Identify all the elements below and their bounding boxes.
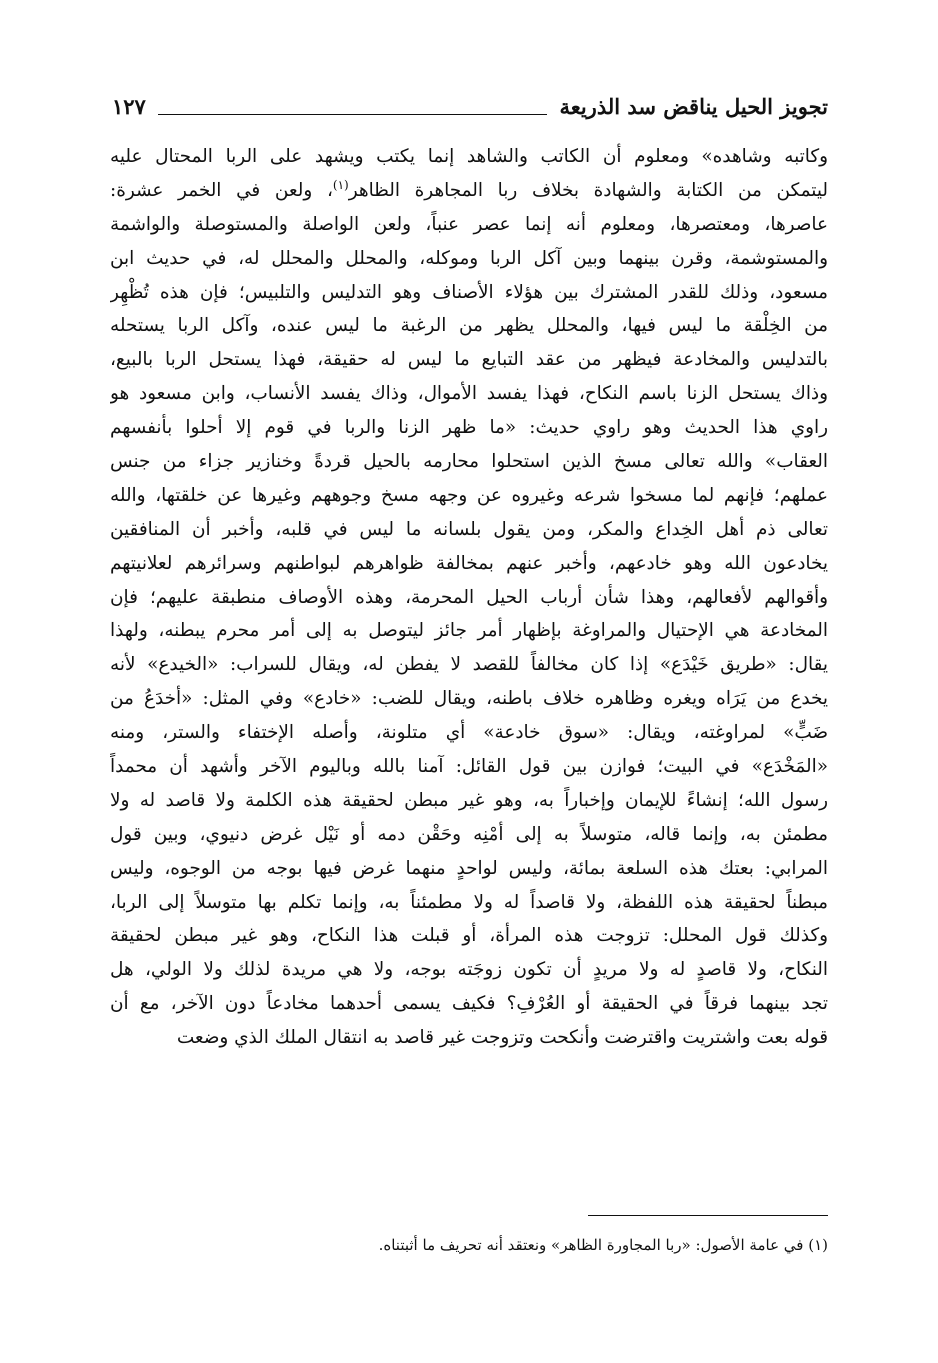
body-line: مسعود، وذلك للقدر المشترك بين هؤلاء الأصناف وهو التدليس والتلبيس؛ فإن هذه تُظْهِر: [110, 281, 828, 303]
body-line: عاصرها، ومعتصرها، ومعلوم أنه إنما عصر عنباً، ولعن الواصلة والمستوصلة والواشمة: [110, 213, 828, 235]
body-line: العقاب» والله تعالى مسخ الذين استحلوا محارمه بالحيل قردةً وخنازير جزاء من جنس: [110, 451, 828, 473]
body-line: قوله بعت واشتريت واقترضت وأنكحت وتزوجت غير قاصد به انتقال الملك الذي وضعت: [176, 1027, 828, 1049]
body-text: [110, 140, 828, 1055]
body-line: يخدع من يَرَاه ويغره وظاهره خلاف باطنه، ويقال للضب: «خادع» وفي المثل: «أخدَعُ من: [110, 688, 828, 710]
body-line: يقال: «طريق خَيْدَع» إذا كان مخالفاً للقصد لا يفطن له، ويقال للسراب: «الخيدع» لأنه: [110, 654, 828, 676]
body-line: بالتدليس والمخادعة فيظهر من عقد التبايع ما ليس له حقيقة، فهذا يستحل الربا بالبيع،: [110, 349, 828, 371]
page-header: [112, 86, 828, 126]
body-line: المرابي: بعتك هذه السلعة بمائة، وليس لواحدٍ منهما غرض فيها بوجه من الوجوه، وليس: [110, 857, 828, 879]
body-line: وكذلك قول المحلل: تزوجت هذه المرأة، أو قبلت هذا النكاح، وهو غير مبطن لحقيقة: [110, 925, 828, 947]
body-line: عملهم؛ فإنهم لما مسخوا شرعه وغيروه عن وجهه مسخ وجوههم وغيرها عن خلقتها، والله: [110, 484, 828, 506]
body-line-text: ، ولعن في الخمر عشرة:: [110, 179, 333, 201]
header-rule: [158, 114, 548, 115]
body-line: مطمئن به، وإنما قاله، متوسلاً به إلى أمْنِه وحَقْن دمه أو نَيْل غرض دنيوي، وبين قول: [110, 823, 828, 845]
body-line: مبطناً لحقيقة هذه اللفظة، ولا قاصداً له ولا مطمئناً به، وإنما تكلم بها متوسلاً إلى الربا،: [110, 891, 828, 913]
body-line: المخادعة هي الإحتيال والمراوغة بإظهار أمر جائز ليتوصل به إلى أمر محرم يبطنه، ولهذا: [110, 620, 828, 642]
body-line: وذاك يستحل الزنا باسم النكاح، فهذا يفسد الأموال، وذاك يفسد الأنساب، وابن مسعود هو: [110, 383, 828, 405]
body-line: راوي هذا الحديث وهو راوي حديث: «ما ظهر الزنا والربا في قوم إلا أحلوا بأنفسهم: [110, 417, 828, 439]
footnote-separator: [588, 1215, 828, 1216]
body-line: من الخِلْقة ما ليس فيها، والمحلل يظهر من الرغبة ما ليس عنده، وآكل الربا يستحله: [110, 315, 828, 337]
body-line: ضَبٍّ» لمراوغته، ويقال: «سوق خادعة» أي متلونة، وأصله الإختفاء والستر، ومنه: [110, 722, 828, 744]
body-line: وأقوالهم لأفعالهم، وهذا شأن أرباب الحيل المحرمة، وهذه الأوصاف منطبقة عليهم؛ فإن: [110, 586, 828, 608]
body-line: رسول الله؛ إنشاءً للإيمان وإخباراً به، وهو غير مبطن لحقيقة هذه الكلمة ولا قاصد له ولا: [110, 789, 828, 811]
body-line: النكاح، ولا قاصدٍ له ولا مريدٍ أن تكون زوجَته بوجه، ولا هي مريدة لذلك ولا الولي، هل: [110, 959, 828, 981]
body-line: وكاتبه وشاهده» ومعلوم أن الكاتب والشاهد إنما يكتب ويشهد على الربا المحتال عليه: [110, 146, 828, 167]
footnote: (١) في عامة الأصول: «ربا المجاورة الظاهر» ونعتقد أنه تحريف ما أثبتناه.: [378, 1236, 828, 1254]
body-line: والمستوشمة، وقرن بينهما وبين آكل الربا وموكله، والمحلل والمحلل له، في حديث ابن: [110, 247, 828, 269]
body-line: تجد بينهما فرقاً في الحقيقة أو العُرْفِ؟ فكيف يسمى أحدهما مخادعاً دون الآخر، مع أن: [110, 993, 828, 1015]
body-line-text: ليتمكن من الكتابة والشهادة بخلاف ربا المجاهرة الظاهر: [348, 179, 828, 201]
footnote-reference: (١): [332, 177, 349, 192]
page-number: ١٢٧: [112, 93, 146, 119]
body-line: «المَخْدَع» في البيت؛ فوازن بين قول القائل: آمنا بالله وباليوم الآخر وأشهد أن محمداً: [110, 756, 828, 778]
body-line: يخادعون الله وهو خادعهم، وأخبر عنهم بمخالفة ظواهرهم لبواطنهم وسرائرهم لعلانيتهم: [110, 552, 828, 574]
running-title: تجويز الحيل يناقض سد الذريعة: [559, 93, 828, 119]
body-line: تعالى ذم أهل الخِداع والمكر، ومن يقول بلسانه ما ليس في قلبه، وأخبر أن المنافقين: [110, 518, 828, 540]
body-line: [110, 174, 828, 208]
